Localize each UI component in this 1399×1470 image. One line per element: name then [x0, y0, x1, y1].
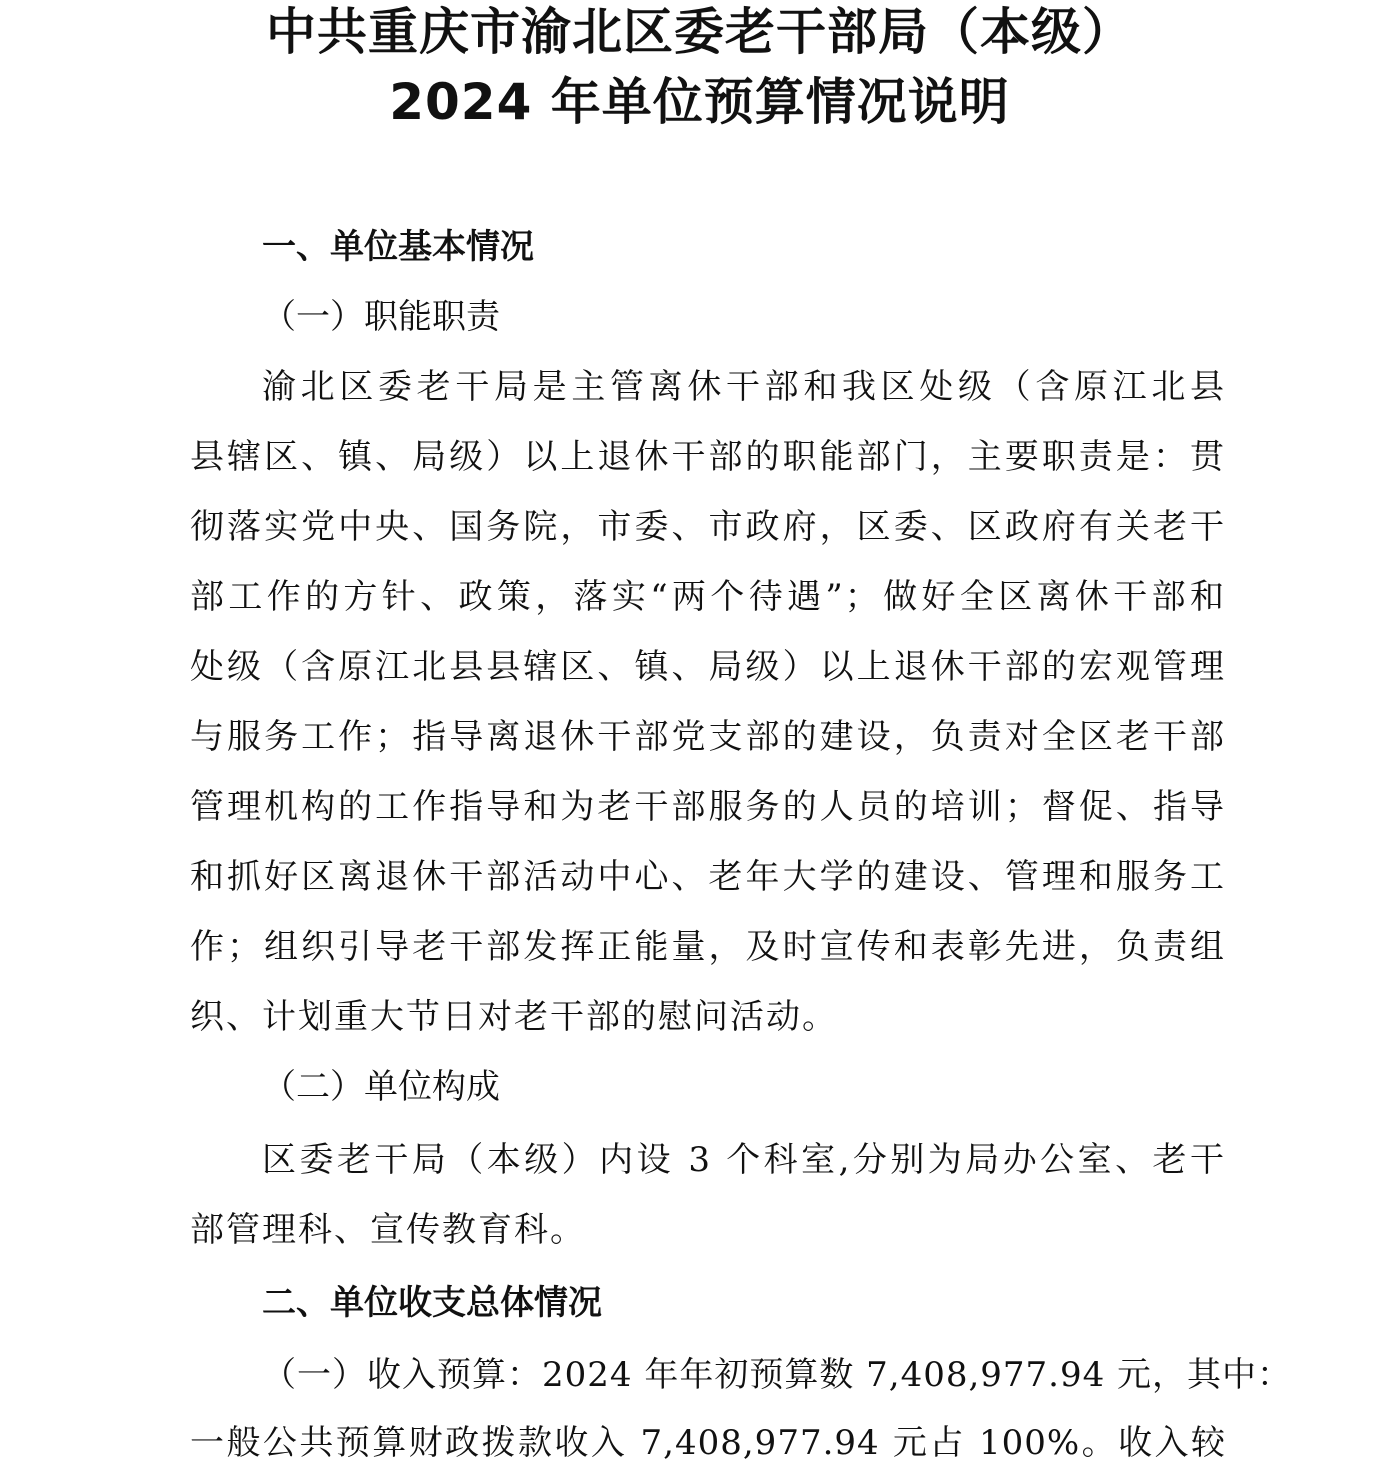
paragraph-line: 一般公共预算财政拨款收入 7,408,977.94 元占 100%。收入较 [190, 1423, 1226, 1463]
document-title-line-1: 中共重庆市渝北区委老干部局（本级） [266, 3, 1133, 61]
section-1-heading: 一、单位基本情况 [262, 227, 534, 267]
paragraph-line: 和抓好区离退休干部活动中心、老年大学的建设、管理和服务工 [190, 857, 1226, 897]
document-title-line-2: 2024 年单位预算情况说明 [389, 73, 1010, 131]
paragraph-line: 作；组织引导老干部发挥正能量，及时宣传和表彰先进，负责组 [190, 927, 1226, 967]
paragraph-line: 彻落实党中央、国务院，市委、市政府，区委、区政府有关老干 [190, 507, 1226, 547]
section-2-heading: 二、单位收支总体情况 [262, 1283, 602, 1323]
section-1-sub-2-heading: （二）单位构成 [262, 1067, 500, 1107]
paragraph-line: 处级（含原江北县县辖区、镇、局级）以上退休干部的宏观管理 [190, 647, 1226, 687]
paragraph-line: 渝北区委老干局是主管离休干部和我区处级（含原江北县 [262, 367, 1226, 407]
paragraph-line: 织、计划重大节日对老干部的慰问活动。 [190, 997, 838, 1037]
paragraph-line: （一）收入预算：2024 年年初预算数 7,408,977.94 元，其中： [262, 1355, 1293, 1395]
paragraph-line: 与服务工作；指导离退休干部党支部的建设，负责对全区老干部 [190, 717, 1226, 757]
paragraph-line: 部管理科、宣传教育科。 [190, 1210, 586, 1250]
paragraph-line: 区委老干局（本级）内设 3 个科室,分别为局办公室、老干 [262, 1140, 1226, 1180]
paragraph-line: 部工作的方针、政策，落实“两个待遇”；做好全区离休干部和 [190, 577, 1226, 617]
paragraph-line: 管理机构的工作指导和为老干部服务的人员的培训；督促、指导 [190, 787, 1226, 827]
section-1-sub-1-heading: （一）职能职责 [262, 297, 500, 337]
paragraph-line: 县辖区、镇、局级）以上退休干部的职能部门，主要职责是：贯 [190, 437, 1226, 477]
